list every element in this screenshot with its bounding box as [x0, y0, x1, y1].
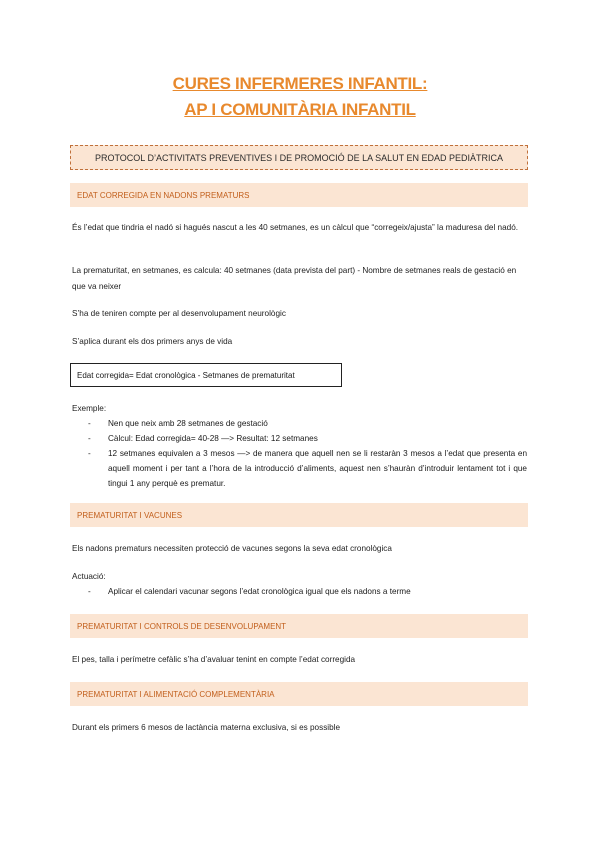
- list-item-text: 12 setmanes equivalen a 3 mesos —> de manera que aquell nen se li restaràn 3 mesos a l’edat que presenta en aquell moment i per tant a l’hora de la introducció d’aliments, aquest nen s’hauràn d’introduir lentament tot i que tingui 1 any perquè es prematur.: [108, 449, 527, 488]
- paragraph-controls: El pes, talla i perímetre cefàlic s’ha d’avaluar tenint en compte l’edat corregida: [72, 655, 356, 664]
- paragraph-vacunes: Els nadons prematurs necessiten protecció de vacunes segons la seva edat cronològica: [72, 544, 392, 553]
- list-item: [72, 416, 527, 431]
- section-heading-label: PREMATURITAT I CONTROLS DE DESENVOLUPAMENT: [77, 621, 287, 631]
- bullet-dash: -: [88, 587, 91, 596]
- section-heading-label: PREMATURITAT I ALIMENTACIÓ COMPLEMENTÀRIA: [77, 689, 275, 699]
- section-heading-label: PREMATURITAT I VACUNES: [77, 510, 183, 520]
- action-label: Actuació:: [72, 572, 106, 581]
- section-heading-vacunes: [70, 503, 528, 527]
- section-heading-controls: [70, 614, 528, 638]
- bullet-dash: -: [88, 449, 91, 458]
- list-item: [72, 431, 527, 446]
- paragraph-neurological: S’ha de teniren compte per al desenvolupament neurològic: [72, 309, 286, 318]
- paragraph-definition: És l’edat que tindria el nadó si hagués nascut a les 40 setmanes, es un càlcul que “corregeix/ajusta” la maduresa del nadó.: [72, 223, 519, 232]
- example-label: Exemple:: [72, 404, 107, 413]
- paragraph-duration: S’aplica durant els dos primers anys de vida: [72, 337, 233, 346]
- list-item-text: Aplicar el calendari vacunar segons l’edat cronològica igual que els nadons a terme: [108, 587, 411, 596]
- bullet-dash: -: [88, 419, 91, 428]
- protocol-heading-box: [70, 145, 528, 170]
- list-item-text: Càlcul: Edad corregida= 40-28 —> Resultat: 12 setmanes: [108, 434, 318, 443]
- action-list: [72, 584, 527, 599]
- paragraph-calculation: La prematuritat, en setmanes, es calcula: 40 setmanes (data prevista del part) - Nombre de setmanes reals de gestació en que va neixer: [72, 266, 517, 291]
- list-item: [72, 584, 527, 599]
- section-heading-edat-corregida: [70, 183, 528, 207]
- paragraph-alimentacio: Durant els primers 6 mesos de lactància materna exclusiva, si es possible: [72, 723, 341, 732]
- protocol-heading: PROTOCOL D’ACTIVITATS PREVENTIVES I DE PROMOCIÓ DE LA SALUT EN EDAD PEDIÀTRICA: [94, 152, 504, 163]
- bullet-dash: -: [88, 434, 91, 443]
- document-title-line-1: CURES INFERMERES INFANTIL:: [172, 74, 428, 93]
- document-title-line-2: AP I COMUNITÀRIA INFANTIL: [184, 100, 416, 119]
- section-heading-alimentacio: [70, 682, 528, 706]
- formula-text: Edat corregida= Edat cronològica - Setmanes de prematuritat: [77, 370, 295, 380]
- formula-box: [70, 363, 342, 387]
- list-item-text: Nen que neix amb 28 setmanes de gestació: [108, 419, 268, 428]
- list-item: [72, 446, 527, 491]
- example-list: [72, 416, 527, 491]
- section-heading-label: EDAT CORREGIDA EN NADONS PREMATURS: [77, 190, 250, 200]
